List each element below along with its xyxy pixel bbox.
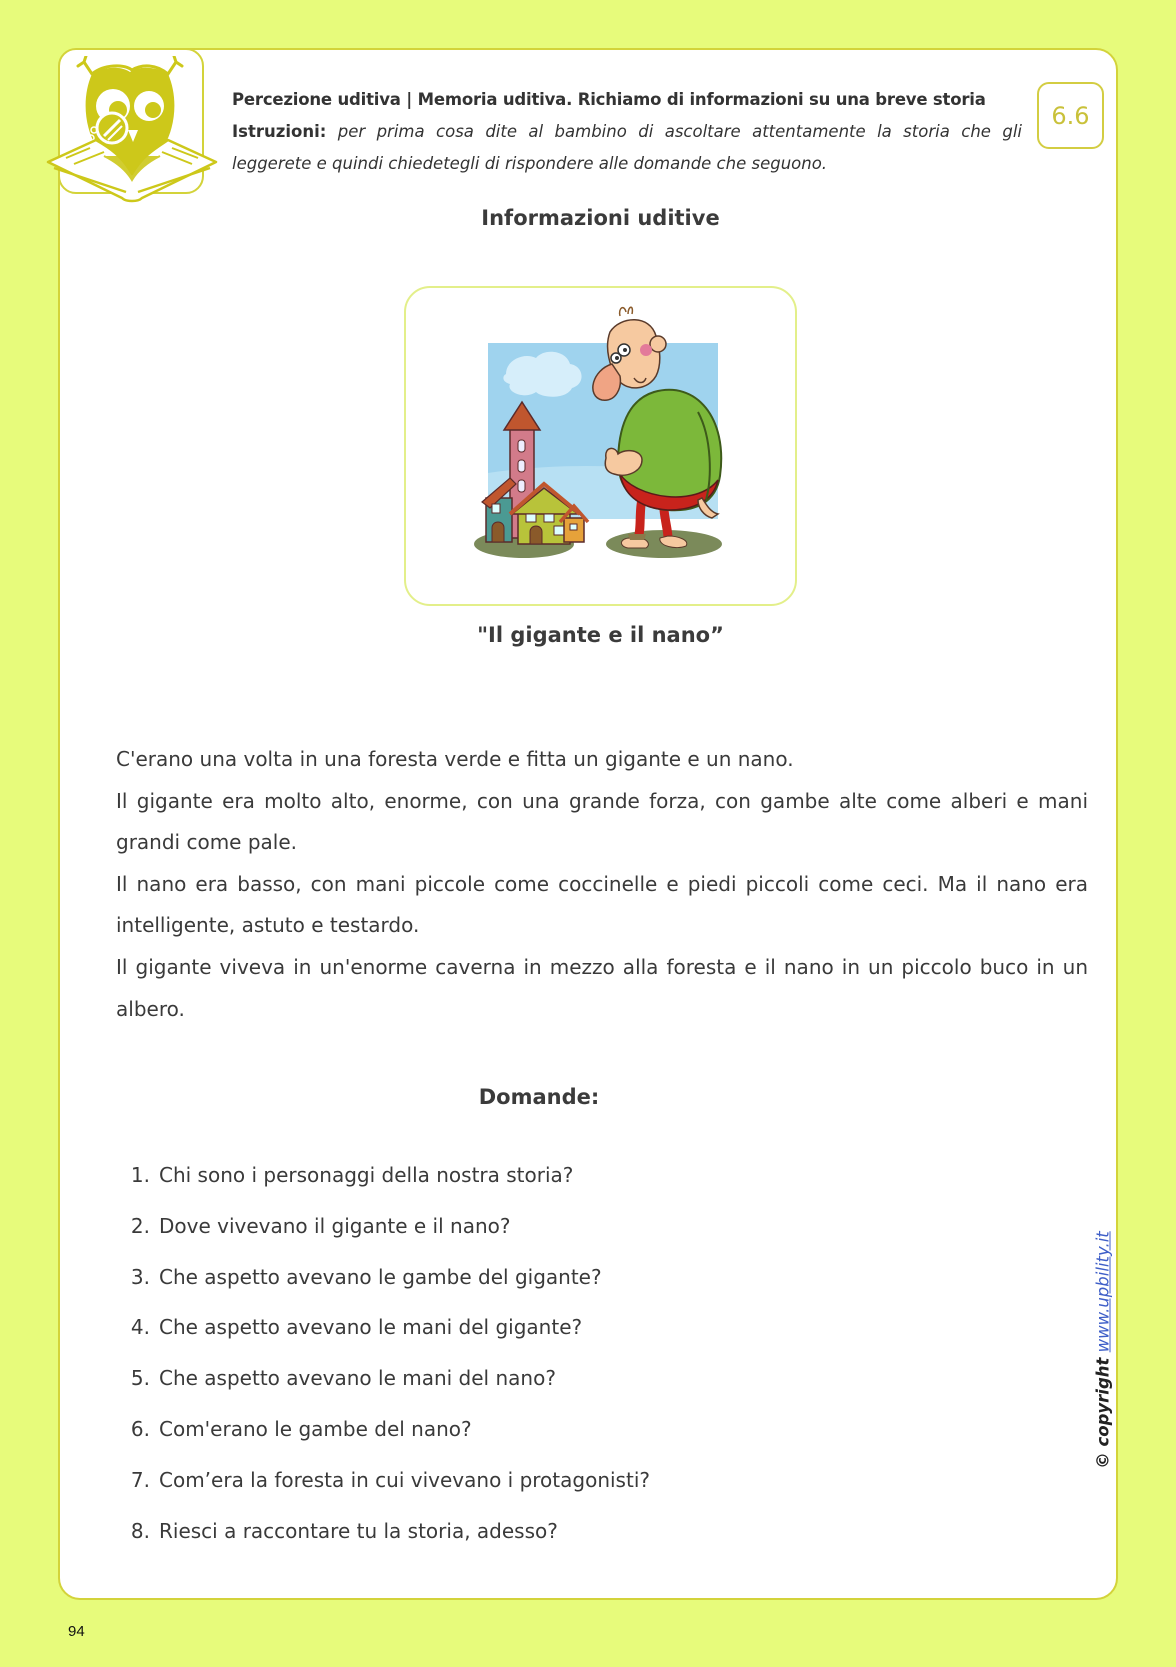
exercise-number-badge: 6.6 [1037, 82, 1104, 149]
story-paragraph: Il gigante era molto alto, enorme, con una grande forza, con gambe alte come alberi e mani grandi come pale. [116, 788, 1088, 855]
question-item: 2. Dove vivevano il gigante e il nano? [130, 1213, 511, 1238]
copyright-label: © copyright [1093, 1357, 1113, 1469]
giant-and-village-illustration [406, 288, 799, 608]
question-item: 7. Com’era la foresta in cui vivevano i protagonisti? [130, 1467, 650, 1492]
story-title: "Il gigante e il nano” [477, 623, 724, 647]
question-item: 5. Che aspetto avevano le mani del nano? [130, 1366, 556, 1391]
section-title: Informazioni uditive [481, 206, 720, 230]
question-item: 1. Chi sono i personaggi della nostra storia? [130, 1163, 574, 1187]
illustration-frame [404, 286, 797, 606]
owl-reading-book-icon [44, 56, 219, 206]
copyright-link[interactable]: www.upbility.it [1093, 1231, 1113, 1353]
worksheet-title: Percezione uditiva | Memoria uditiva. Richiamo di informazioni su una breve storia [232, 90, 986, 109]
question-item: 3. Che aspetto avevano le gambe del gigante? [130, 1264, 602, 1289]
question-item: 6. Com'erano le gambe del nano? [130, 1416, 472, 1441]
story-text [116, 739, 1088, 1030]
logo-box [58, 48, 204, 194]
instructions-text: per prima cosa dite al bambino di ascoltare attentamente la storia che gli leggerete e quindi chiedetegli di rispondere alle domande che seguono. [232, 122, 1022, 173]
story-paragraph: Il nano era basso, con mani piccole come coccinelle e piedi piccoli come ceci. Ma il nano era intelligente, astuto e testardo. [116, 871, 1088, 938]
questions-list [116, 1155, 816, 1561]
instructions-label: Istruzioni: [232, 122, 327, 141]
story-paragraph: Il gigante viveva in un'enorme caverna in mezzo alla foresta e il nano in un piccolo buco in un albero. [116, 954, 1088, 1021]
question-item: 8. Riesci a raccontare tu la storia, adesso? [130, 1518, 558, 1543]
questions-heading: Domande: [478, 1085, 600, 1109]
copyright-notice [1094, 1231, 1113, 1469]
instructions [232, 116, 1022, 180]
page-number: 94 [68, 1623, 85, 1640]
question-item: 4. Che aspetto avevano le mani del gigante? [130, 1315, 583, 1340]
worksheet-header [232, 84, 1022, 180]
story-paragraph: C'erano una volta in una foresta verde e fitta un gigante e un nano. [116, 747, 794, 771]
